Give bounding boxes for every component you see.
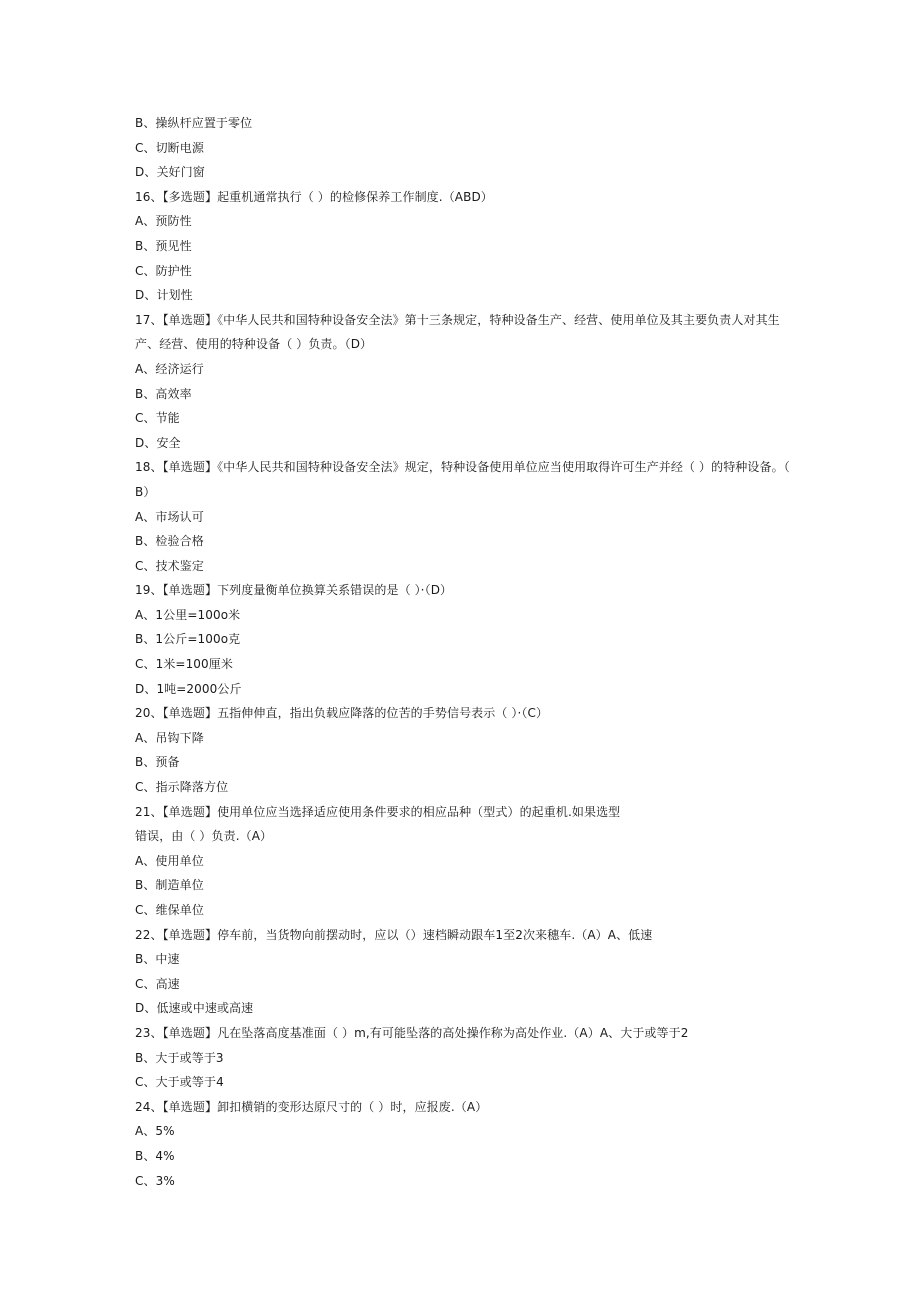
text-line: C、大于或等于4 bbox=[135, 1075, 224, 1090]
text-line: B、高效率 bbox=[135, 386, 192, 401]
text-line: 20、【单选题】五指伸伸直，指出负载应降落的位苦的手势信号表示（ ）·（C） bbox=[135, 706, 549, 721]
text-line: 22、【单选题】停车前，当货物向前摆动时，应以（）速档瞬动跟车1至2次来穗车.（A）A、低速 bbox=[135, 927, 653, 942]
text-line: D、低速或中速或高速 bbox=[135, 1001, 254, 1016]
text-line: A、1公里=100o米 bbox=[135, 607, 241, 622]
text-line: D、1吨=2000公斤 bbox=[135, 681, 242, 696]
text-line: A、使用单位 bbox=[135, 853, 204, 868]
text-line: B、预见性 bbox=[135, 238, 192, 253]
text-line: 17、【单选题】《中华人民共和国特种设备安全法》第十三条规定，特种设备生产、经营、使用单位及其主要负责人对其生 bbox=[135, 312, 780, 327]
text-line: 23、【单选题】凡在坠落高度基准面（ ）m,有可能坠落的高处操作称为高处作业.（A）A、大于或等于2 bbox=[135, 1025, 689, 1040]
text-line: B） bbox=[135, 484, 156, 499]
text-line: A、预防性 bbox=[135, 214, 192, 229]
text-line: B、操纵杆应置于零位 bbox=[135, 116, 253, 130]
text-line: B、4% bbox=[135, 1148, 175, 1163]
text-line: D、计划性 bbox=[135, 288, 193, 303]
text-line: C、维保单位 bbox=[135, 903, 204, 917]
text-line: B、1公斤=100o克 bbox=[135, 632, 241, 647]
text-line: 16、【多选题】起重机通常执行（ ）的检修保养工作制度.（ABD） bbox=[135, 189, 493, 204]
text-line: A、经济运行 bbox=[135, 361, 204, 376]
text-line: B、大于或等于3 bbox=[135, 1050, 224, 1065]
text-line: C、节能 bbox=[135, 411, 180, 426]
text-line: A、吊钩下降 bbox=[135, 730, 204, 745]
text-line: C、高速 bbox=[135, 976, 180, 991]
text-line: C、技术鉴定 bbox=[135, 558, 204, 573]
text-line: C、切断电源 bbox=[135, 140, 204, 155]
text-line: C、3% bbox=[135, 1173, 175, 1188]
text-line: 19、【单选题】下列度量衡单位换算关系错误的是（ ）·（D） bbox=[135, 583, 453, 598]
text-line: C、指示降落方位 bbox=[135, 780, 229, 795]
text-line: 24、【单选题】卸扣横销的变形达原尺寸的（ ）时，应报废.（A） bbox=[135, 1099, 488, 1114]
text-line: D、安全 bbox=[135, 435, 181, 450]
text-line: 产、经营、使用的特种设备（ ）负责。（D） bbox=[135, 337, 373, 352]
text-line: 18、【单选题】《中华人民共和国特种设备安全法》规定，特种设备使用单位应当使用取得许可生产并经（ ）的特种设备。（ bbox=[135, 460, 790, 475]
text-line: B、中速 bbox=[135, 952, 180, 967]
text-line: A、市场认可 bbox=[135, 509, 204, 524]
text-line: 错误，由（ ）负责.（A） bbox=[135, 829, 273, 844]
text-line: B、制造单位 bbox=[135, 878, 204, 893]
document-body bbox=[135, 111, 795, 1193]
text-line: 21、【单选题】使用单位应当选择适应使用条件要求的相应品种（型式）的起重机.如果选型 bbox=[135, 804, 621, 819]
text-line: A、5% bbox=[135, 1124, 175, 1139]
text-line: B、检验合格 bbox=[135, 534, 204, 549]
text-line: C、1米=100厘米 bbox=[135, 657, 233, 672]
text-line: D、关好门窗 bbox=[135, 165, 205, 180]
text-line: B、预备 bbox=[135, 755, 180, 770]
text-line: C、防护性 bbox=[135, 263, 192, 278]
